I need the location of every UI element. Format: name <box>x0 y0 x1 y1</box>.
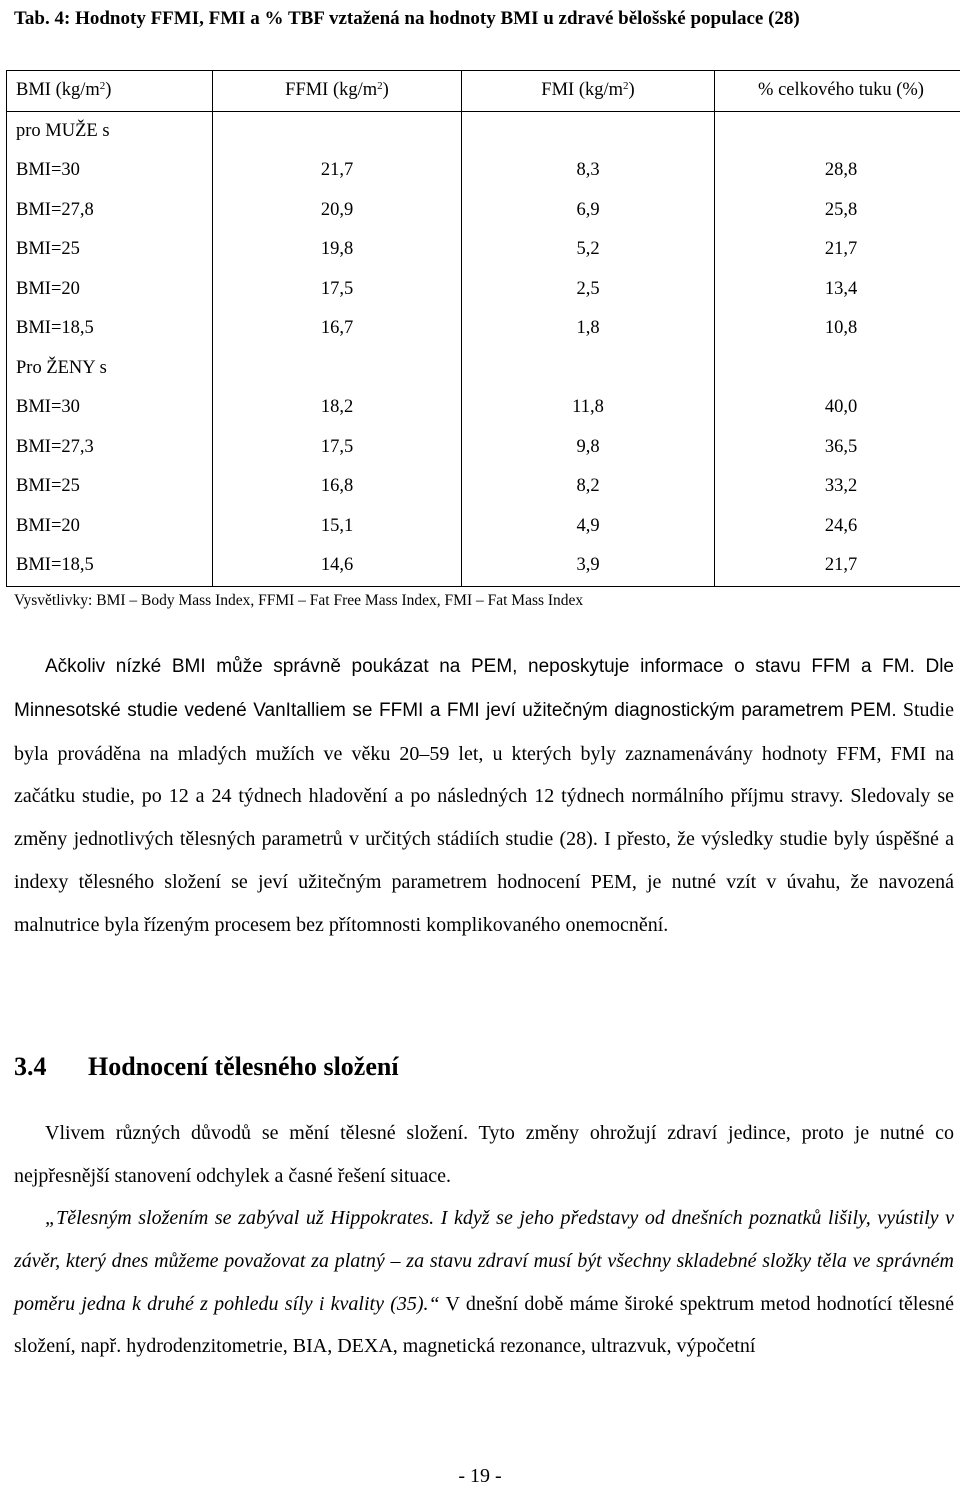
ffmi-table <box>6 70 960 587</box>
table-cell: BMI=20 <box>7 507 213 547</box>
table-cell: 18,2 <box>213 388 462 428</box>
table-cell: 21,7 <box>715 230 960 270</box>
table-row <box>7 428 960 468</box>
table-row <box>7 507 960 547</box>
table-row <box>7 191 960 231</box>
section-title: Hodnocení tělesného složení <box>88 1052 399 1081</box>
table-cell: pro MUŽE s <box>7 111 213 151</box>
paragraph-pem-sans: Ačkoliv nízké BMI může správně poukázat na PEM, neposkytuje informace o stavu FFM a FM. Dle Minnesotské studie vedené VanItalliem se FFMI a FMI jeví užitečným diagnostickým parametrem PEM. <box>14 656 954 721</box>
table-cell: 8,2 <box>462 467 715 507</box>
table-cell: BMI=20 <box>7 270 213 310</box>
table-cell <box>715 111 960 151</box>
section-heading <box>14 1052 399 1082</box>
table-cell: 10,8 <box>715 309 960 349</box>
table-cell: 5,2 <box>462 230 715 270</box>
paragraph-methods: V dnešní době máme široké spektrum metod hodnotící tělesné složení, např. hydrodenzitometrie, BIA, DEXA, magnetická rezonance, ultrazvuk, výpočetní <box>14 1292 954 1358</box>
table-row <box>7 546 960 586</box>
table-cell: 2,5 <box>462 270 715 310</box>
table-cell: BMI=25 <box>7 467 213 507</box>
table-cell: 3,9 <box>462 546 715 586</box>
table-cell: 8,3 <box>462 151 715 191</box>
table-row <box>7 270 960 310</box>
table-cell: 24,6 <box>715 507 960 547</box>
quote-hippokrates: „Tělesným složením se zabýval už Hippokrates. I když se jeho představy od dnešních poznatků lišily, vyústily v závěr, který dnes můžeme považovat za platný – za stavu zdraví musí být všechny skladebné složky těla ve správném poměru jedna k druhé z pohledu síly i kvality (35).“ <box>14 1207 954 1315</box>
table-cell <box>715 349 960 389</box>
table-cell: 21,7 <box>213 151 462 191</box>
table-cell <box>462 349 715 389</box>
header-fmi: FMI $(kg/m^2)$ <box>462 71 715 112</box>
table-cell: 25,8 <box>715 191 960 231</box>
table-cell: 16,7 <box>213 309 462 349</box>
table-cell: BMI=18,5 <box>7 546 213 586</box>
section-number: 3.4 <box>14 1052 47 1081</box>
table-cell: BMI=18,5 <box>7 309 213 349</box>
paragraph-pem <box>14 645 954 947</box>
table-row <box>7 309 960 349</box>
table-row <box>7 111 960 151</box>
table-cell: 4,9 <box>462 507 715 547</box>
table-cell: 36,5 <box>715 428 960 468</box>
header-fat-percent: % celkového tuku (%) <box>715 71 960 112</box>
header-bmi: BMI $(kg/m^2)$ <box>7 71 213 112</box>
table-cell: 40,0 <box>715 388 960 428</box>
table-cell: BMI=30 <box>7 151 213 191</box>
table-cell: 15,1 <box>213 507 462 547</box>
table-cell: BMI=30 <box>7 388 213 428</box>
table-cell: 6,9 <box>462 191 715 231</box>
table-row <box>7 151 960 191</box>
table-cell: 17,5 <box>213 270 462 310</box>
table-cell: 19,8 <box>213 230 462 270</box>
table-header-row <box>7 71 960 112</box>
table-cell: 28,8 <box>715 151 960 191</box>
table-note: Vysvětlivky: BMI – Body Mass Index, FFMI – Fat Free Mass Index, FMI – Fat Mass Index <box>14 592 584 609</box>
table-cell: Pro ŽENY s <box>7 349 213 389</box>
table-row <box>7 467 960 507</box>
table-cell <box>213 349 462 389</box>
table-caption: Tab. 4: Hodnoty FFMI, FMI a % TBF vztažená na hodnoty BMI u zdravé bělošské populace (28) <box>14 8 800 29</box>
paragraph-intro: Vlivem různých důvodů se mění tělesné složení. Tyto změny ohrožují zdraví jedince, proto je nutné co nejpřesnější stanovení odchylek a časné řešení situace. <box>14 1122 954 1187</box>
table-row <box>7 388 960 428</box>
table-cell: 17,5 <box>213 428 462 468</box>
table-row <box>7 230 960 270</box>
table-cell: 13,4 <box>715 270 960 310</box>
table-cell: 14,6 <box>213 546 462 586</box>
table-cell: 33,2 <box>715 467 960 507</box>
table-body <box>7 111 960 586</box>
table-cell: 16,8 <box>213 467 462 507</box>
table-cell: 20,9 <box>213 191 462 231</box>
table-cell <box>213 111 462 151</box>
table-cell: 9,8 <box>462 428 715 468</box>
table-cell: BMI=27,3 <box>7 428 213 468</box>
table-cell: 1,8 <box>462 309 715 349</box>
table-cell: BMI=27,8 <box>7 191 213 231</box>
table-cell: 11,8 <box>462 388 715 428</box>
paragraph-pem-serif: Studie byla prováděna na mladých mužích ve věku 20–59 let, u kterých byly zaznamenávány hodnoty FFM, FMI na začátku studie, po 12 a 24 týdnech hladovění a po následných 12 týdnech normálního příjmu stravy. Sledovaly se změny jednotlivých tělesných parametrů v určitých stádiích studie (28). I přesto, že výsledky studie byly úspěšné a indexy tělesného složení se jeví užitečným parametrem hodnocení PEM, je nutné vzít v úvahu, že navozená malnutrice byla řízeným procesem bez přítomnosti komplikovaného onemocnění. <box>14 698 954 936</box>
header-ffmi: FFMI $(kg/m^2)$ <box>213 71 462 112</box>
table-cell: BMI=25 <box>7 230 213 270</box>
page-number: - 19 - <box>458 1465 502 1487</box>
table-cell: 21,7 <box>715 546 960 586</box>
paragraph-hippokrates <box>14 1197 954 1368</box>
table-cell <box>462 111 715 151</box>
table-row <box>7 349 960 389</box>
